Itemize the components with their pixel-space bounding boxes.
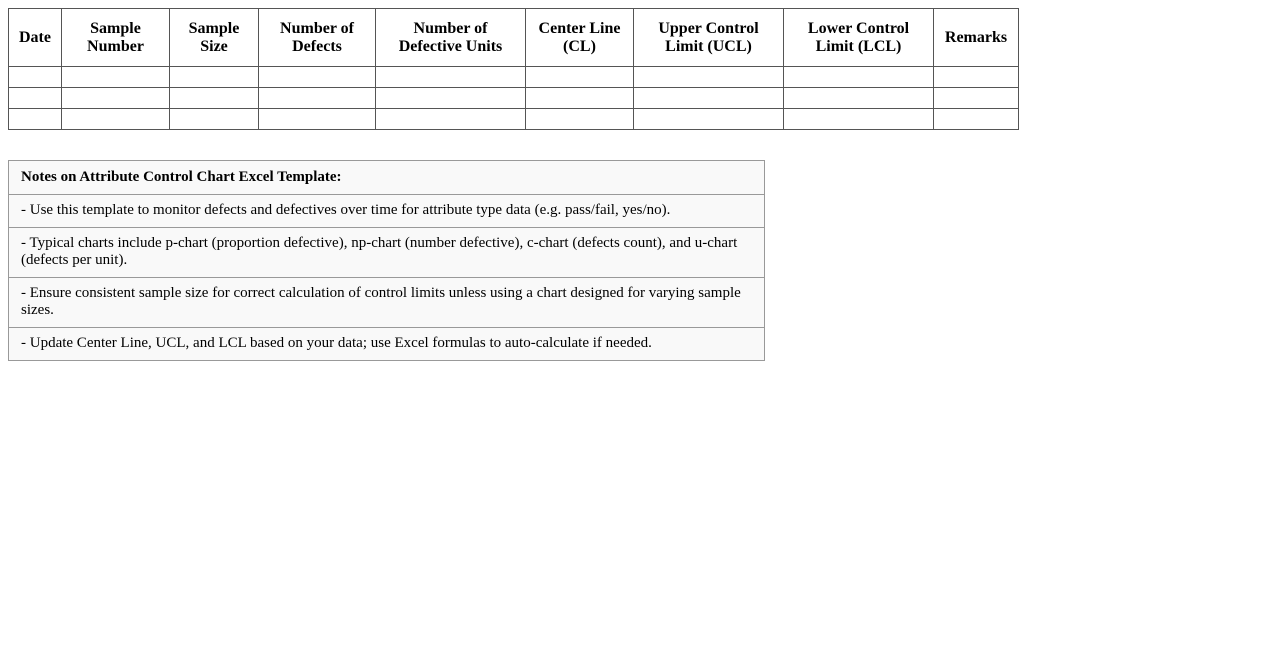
- table-cell: [784, 88, 934, 109]
- table-cell: [170, 67, 259, 88]
- table-cell: [526, 88, 634, 109]
- table-cell: [634, 67, 784, 88]
- table-cell: [784, 109, 934, 130]
- table-cell: [259, 67, 376, 88]
- notes-title-row: [9, 161, 765, 195]
- table-cell: [934, 67, 1019, 88]
- table-cell: [376, 88, 526, 109]
- table-cell: [62, 67, 170, 88]
- table-cell: [62, 88, 170, 109]
- notes-panel: [8, 160, 765, 361]
- table-cell: [526, 109, 634, 130]
- table-cell: [9, 67, 62, 88]
- list-item: [9, 328, 765, 361]
- note-item: - Typical charts include p-chart (proportion defective), np-chart (number defective), c-chart (defects count), and u-chart (defects per unit).: [9, 228, 765, 278]
- table-cell: [9, 88, 62, 109]
- table-row: [9, 67, 1019, 88]
- note-item: - Ensure consistent sample size for correct calculation of control limits unless using a chart designed for varying sample sizes.: [9, 278, 765, 328]
- column-header-remarks: Remarks: [934, 9, 1019, 67]
- table-cell: [784, 67, 934, 88]
- control-chart-table: [8, 8, 1019, 130]
- table-cell: [526, 67, 634, 88]
- note-item: - Update Center Line, UCL, and LCL based on your data; use Excel formulas to auto-calculate if needed.: [9, 328, 765, 361]
- column-header-number-of-defects: Number of Defects: [259, 9, 376, 67]
- table-cell: [62, 109, 170, 130]
- table-cell: [376, 109, 526, 130]
- table-row: [9, 88, 1019, 109]
- column-header-lower-control-limit: Lower Control Limit (LCL): [784, 9, 934, 67]
- table-cell: [259, 88, 376, 109]
- list-item: [9, 278, 765, 328]
- table-cell: [376, 67, 526, 88]
- column-header-sample-size: Sample Size: [170, 9, 259, 67]
- column-header-center-line: Center Line (CL): [526, 9, 634, 67]
- column-header-date: Date: [9, 9, 62, 67]
- table-header-row: [9, 9, 1019, 67]
- table-cell: [170, 109, 259, 130]
- table-cell: [259, 109, 376, 130]
- table-row: [9, 109, 1019, 130]
- table-cell: [170, 88, 259, 109]
- list-item: [9, 228, 765, 278]
- table-cell: [934, 109, 1019, 130]
- notes-title: Notes on Attribute Control Chart Excel Template:: [9, 161, 765, 195]
- column-header-upper-control-limit: Upper Control Limit (UCL): [634, 9, 784, 67]
- column-header-number-of-defective-units: Number of Defective Units: [376, 9, 526, 67]
- table-cell: [634, 109, 784, 130]
- table-cell: [934, 88, 1019, 109]
- table-cell: [9, 109, 62, 130]
- note-item: - Use this template to monitor defects and defectives over time for attribute type data (e.g. pass/fail, yes/no).: [9, 195, 765, 228]
- table-cell: [634, 88, 784, 109]
- list-item: [9, 195, 765, 228]
- column-header-sample-number: Sample Number: [62, 9, 170, 67]
